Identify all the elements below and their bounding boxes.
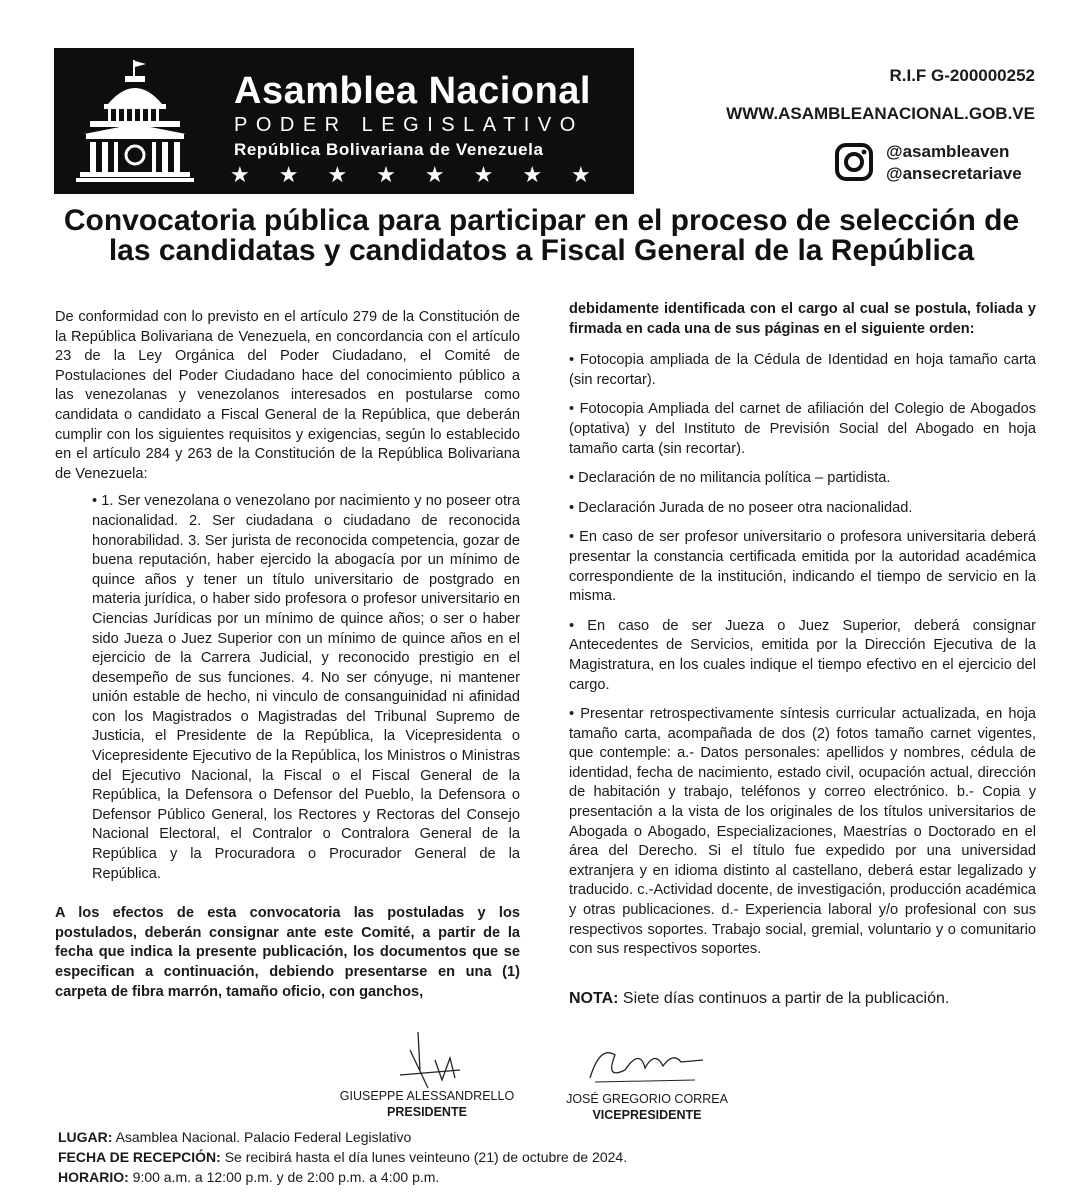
requirements-paragraph: • 1. Ser venezolana o venezolano por nacimiento y no poseer otra nacionalidad. 2. Ser ciudadana o ciudadano de reconocida honorabilidad. 3. Ser jurista de reconocida competencia, gozar de buena reputación, haber ejercido la abogacía por un mínimo de quince años y tener un título universitario de postgrado en materia jurídica, o haber sido profesora o profesor universitario en Ciencias Jurídicas por un mínimo de quince años; o ser o haber sido Jueza o Juez Superior con un mínimo de quince años en el ejercicio de la Carrera Judicial, y reconocido prestigio en el desempeño de sus funciones. 4. No ser cónyuge, ni mantener unión estable de hecho, ni vinculo de consanguinidad ni afinidad con los Magistrados o Magistradas del Tribunal Supremo de Justicia, el Presidente de la República, la Vicepresidenta o Vicepresidente Ejecutivo de la República, los Ministros o Ministras del Ejecutivo Nacional, la Fiscal o el Fiscal General de la República, la Defensora o Defensor del Pueblo, la Defensora o Defensor Público General, los Rectores y Rectoras del Consejo Nacional Electoral, el Contralor o Contralora General de la República y la Procuradora o Procurador General de la República. — [92, 493, 521, 882]
social-handles — [886, 141, 1022, 185]
website-link[interactable]: WWW.ASAMBLEANACIONAL.GOB.VE — [726, 104, 1035, 123]
documents-list — [569, 351, 1036, 960]
footer-fecha — [58, 1147, 627, 1167]
footer-horario — [58, 1167, 627, 1187]
institution-subtitle: PODER LEGISLATIVO — [234, 114, 584, 136]
social-handle-1[interactable]: @asambleaven — [886, 142, 1010, 161]
fecha-label: FECHA DE RECEPCIÓN: — [58, 1149, 221, 1165]
header-banner — [54, 48, 634, 194]
list-item: • Declaración de no militancia política – partidista. — [569, 470, 891, 487]
institution-title: Asamblea Nacional — [234, 70, 591, 112]
nota-text: Siete días continuos a partir de la publicación. — [622, 990, 950, 1007]
instagram-icon — [834, 142, 874, 182]
institution-country: República Bolivariana de Venezuela — [234, 140, 544, 159]
capitol-logo-icon — [70, 58, 200, 184]
lugar-label: LUGAR: — [58, 1129, 113, 1145]
nota-label: NOTA: — [569, 990, 619, 1007]
horario-label: HORARIO: — [58, 1169, 129, 1185]
list-item: • Presentar retrospectivamente síntesis curricular actualizada, en hoja tamaño carta, acompañada de dos (2) fotos tamaño carnet vigentes, que contemple: a.- Datos personales: apellidos y nombres, cédula de identidad, fecha de nacimiento, estado civil, ocupación actual, dirección de habitación y trabajo, teléfonos y correo electrónico. b.- Copia y presentación a la vista de los originales de los títulos universitarios de Abogada o Abogado, Especializaciones, Maestrías o Doctorado en el área del Derecho. Si el título fue expedido por una universidad extranjera y en idioma distinto al castellano, deberá estar legalizado y traducido. c.-Actividad docente, de investigación, producción académica y otras publicaciones. d.- Experiencia laboral y/o profesional con sus respectivos soportes. Trabajo social, gremial, voluntario y o comunitario con sus respectivos soportes. — [569, 706, 1036, 958]
list-item: • En caso de ser Jueza o Juez Superior, deberá consignar Antecedentes de Servicios, emitida por la Dirección Ejecutiva de la Magistratura, en los cuales indique el tiempo efectivo en el ejercicio del cargo. — [569, 617, 1036, 693]
president-signature — [380, 1030, 500, 1090]
document-title: Convocatoria pública para participar en el proceso de selección de las candidatas y candidatos a Fiscal General de la República — [63, 204, 1020, 267]
stars-row: ★★★★★★★★ — [230, 162, 620, 187]
nota — [569, 990, 949, 1008]
vicepresident-role: VICEPRESIDENTE — [592, 1108, 702, 1122]
intro-paragraph: De conformidad con lo previsto en el artículo 279 de la Constitución de la República Bolivariana de Venezuela, en concordancia con el artículo 23 de la Ley Orgánica del Poder Ciudadano, el Comité de Postulaciones del Poder Ciudadano hace del conocimiento público a las venezolanas y venezolanos interesados en postularse como candidata o candidato a Fiscal General de la República, que deberán cumplir con los siguientes requisitos y exigencias, según lo establecido en el artículo 284 y 263 de la Constitución de la República Bolivariana de Venezuela: — [55, 309, 520, 482]
vicepresident-name: JOSÉ GREGORIO CORREA — [566, 1092, 728, 1106]
footer-lugar — [58, 1127, 627, 1147]
list-item: • Declaración Jurada de no poseer otra nacionalidad. — [569, 499, 913, 516]
left-column — [55, 308, 520, 1002]
list-item: • Fotocopia Ampliada del carnet de afiliación del Colegio de Abogados (optativa) y del Instituto de Previsión Social del Abogado en hoja tamaño carta (sin recortar). — [569, 401, 1036, 457]
list-item: • Fotocopia ampliada de la Cédula de Identidad en hoja tamaño carta (sin recortar). — [569, 352, 1036, 388]
right-column — [569, 300, 1036, 970]
social-handle-2[interactable]: @ansecretariave — [886, 164, 1022, 183]
horario-value: 9:00 a.m. a 12:00 p.m. y de 2:00 p.m. a 4:00 p.m. — [132, 1169, 440, 1185]
right-intro: debidamente identificada con el cargo al cual se postula, foliada y firmada en cada una de sus páginas en el siguiente orden: — [569, 301, 1036, 337]
fecha-value: Se recibirá hasta el día lunes veinteuno (21) de octubre de 2024. — [224, 1149, 628, 1165]
rif-number: R.I.F G-200000252 — [889, 66, 1035, 85]
footer-info — [58, 1127, 627, 1187]
vicepresident-signature — [585, 1040, 705, 1090]
president-role: PRESIDENTE — [387, 1105, 467, 1119]
president-name: GIUSEPPE ALESSANDRELLO — [339, 1089, 515, 1103]
list-item: • En caso de ser profesor universitario o profesora universitaria deberá presentar la constancia certificada emitida por la autoridad académica correspondiente de la institución, indicando el tiempo de servicio en la misma. — [569, 529, 1036, 605]
lugar-value: Asamblea Nacional. Palacio Federal Legislativo — [115, 1129, 412, 1145]
submission-paragraph: A los efectos de esta convocatoria las postuladas y los postulados, deberán consignar ante este Comité, a partir de la fecha que indica la presente publicación, los documentos que se especifican a continuación, debiendo presentarse en una (1) carpeta de fibra marrón, tamaño oficio, con ganchos, — [55, 905, 520, 1000]
